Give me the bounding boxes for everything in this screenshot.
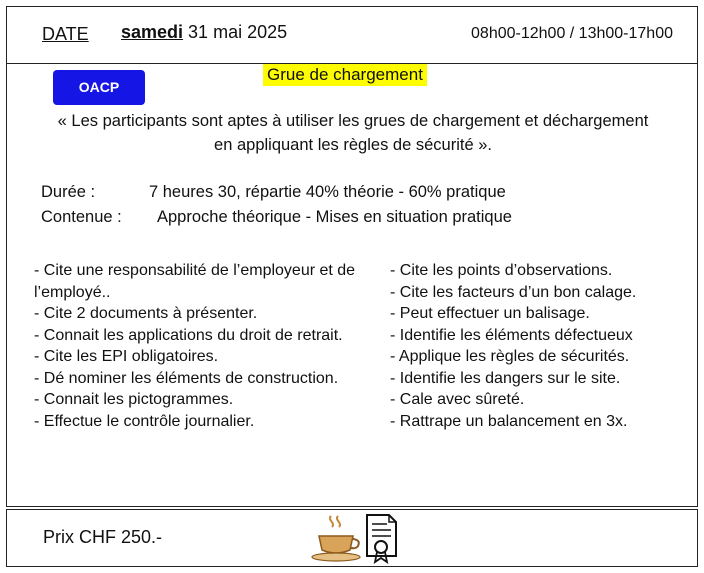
footer-icons: [309, 512, 401, 564]
list-item: - Cite les facteurs d’un bon calage.: [390, 283, 637, 301]
content-label: Contenue :: [41, 208, 122, 226]
content-value: Approche théorique - Mises en situation pratique: [157, 208, 512, 226]
content-row: [41, 208, 512, 227]
date-value: [121, 22, 287, 43]
date-label: DATE: [42, 24, 89, 44]
list-item: - Cite 2 documents à présenter.: [34, 305, 258, 322]
course-details: [6, 63, 698, 507]
oacp-badge: OACP: [53, 70, 145, 105]
certificate-icon: [367, 515, 396, 562]
list-item: - Identifie les éléments défectueux: [390, 326, 633, 344]
list-item: - Rattrape un balancement en 3x.: [390, 412, 628, 430]
course-objective: « Les participants sont aptes à utiliser les grues de chargement et déchargement en appliquant les règles de sécurité ».: [57, 112, 649, 154]
list-item: - Identifie les dangers sur le site.: [390, 369, 621, 387]
list-item: - Connait les applications du droit de retrait.: [34, 326, 343, 344]
list-item: - Dé nominer les éléments de construction.: [34, 369, 339, 387]
list-item: - Effectue le contrôle journalier.: [34, 412, 255, 430]
duration-row: [41, 183, 506, 202]
list-item: - Cite les EPI obligatoires.: [34, 348, 219, 365]
list-item: - Applique les règles de sécurités.: [390, 348, 630, 365]
hours: 08h00-12h00 / 13h00-17h00: [471, 25, 673, 42]
coffee-cup-icon: [312, 516, 360, 561]
list-item: - Connait les pictogrammes.: [34, 391, 234, 408]
day-name: samedi: [121, 22, 184, 42]
header-box: [6, 6, 698, 64]
duration-label: Durée :: [41, 183, 96, 201]
date-text: 31 mai 2025: [183, 22, 288, 42]
footer-box: [6, 509, 698, 567]
duration-value: 7 heures 30, répartie 40% théorie - 60% pratique: [149, 183, 506, 201]
price: Prix CHF 250.-: [43, 527, 163, 547]
list-item: - Peut effectuer un balisage.: [390, 305, 590, 322]
course-title: Grue de chargement: [263, 64, 427, 86]
list-item: - Cite une responsabilité de l’employeur et de l’employé..: [34, 262, 356, 301]
skills-list-left: [34, 260, 379, 432]
skills-list-right: [390, 260, 690, 432]
list-item: - Cale avec sûreté.: [390, 391, 525, 408]
list-item: - Cite les points d’observations.: [390, 262, 613, 279]
